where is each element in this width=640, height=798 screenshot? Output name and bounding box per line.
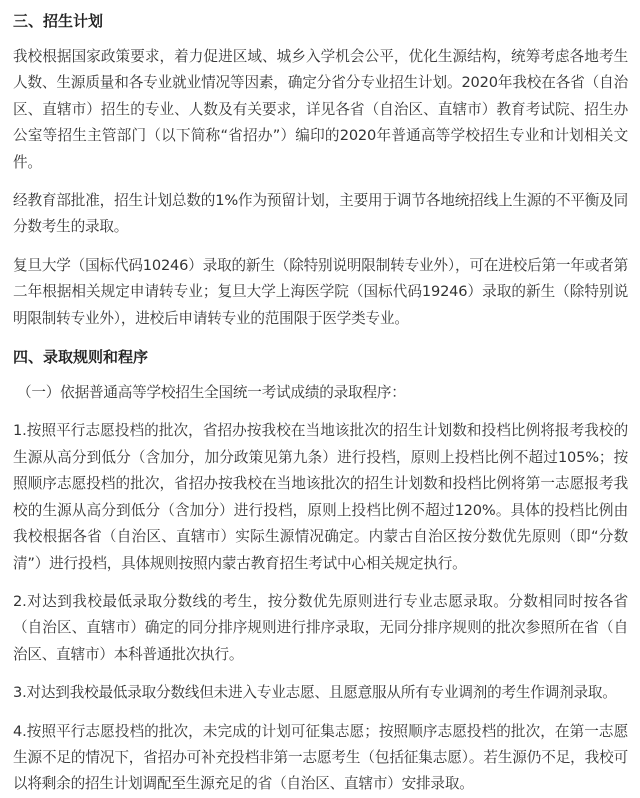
rule-item-4: 4.按照平行志愿投档的批次，未完成的计划可征集志愿；按照顺序志愿投档的批次，在第一志愿生源不足的情况下，省招办可补充投档非第一志愿考生（包括征集志愿）。若生源仍不足，我校可以将剩余的招生计划调配至生源充足的省（自治区、直辖市）安排录取。 [13, 722, 628, 793]
rule-item-1: 1.按照平行志愿投档的批次，省招办按我校在当地该批次的招生计划数和投档比例将报考我校的生源从高分到低分（含加分，加分政策见第九条）进行投档，原则上投档比例不超过105%；按照顺序志愿投档的批次，省招办按我校在当地该批次的招生计划数和投档比例将第一志愿报考我校的生源从高分到低分（含加分）进行投档，原则上投档比例不超过120%。具体的投档比例由我校根据各省（自治区、直辖市）实际生源情况确定。内蒙古自治区按分数优先原则（即“分数清”）进行投档，具体规则按照内蒙古教育招生考试中心相关规定执行。 [13, 422, 628, 572]
paragraph-enrollment-plan-overview: 我校根据国家政策要求，着力促进区域、城乡入学机会公平，优化生源结构，统筹考虑各地考生人数、生源质量和各专业就业情况等因素，确定分省分专业招生计划。2020年我校在各省（自治区、直辖市）招生的专业、人数及有关要求，详见各省（自治区、直辖市）教育考试院、招生办公室等招生主管部门（以下简称“省招办”）编印的2020年普通高等学校招生专业和计划相关文件。 [13, 48, 628, 171]
paragraph-major-transfer: 复旦大学（国标代码10246）录取的新生（除特别说明限制转专业外），可在进校后第一年或者第二年根据相关规定申请转专业；复旦大学上海医学院（国标代码19246）录取的新生（除特别说明限制转专业外），进校后申请转专业的范围限于医学类专业。 [13, 256, 628, 327]
rule-item-3: 3.对达到我校最低录取分数线但未进入专业志愿、且愿意服从所有专业调剂的考生作调剂录取。 [13, 684, 617, 702]
paragraph-reserved-plan: 经教育部批准，招生计划总数的1%作为预留计划，主要用于调节各地统招线上生源的不平衡及同分数考生的录取。 [13, 192, 628, 236]
rule-item-2: 2.对达到我校最低录取分数线的考生，按分数优先原则进行专业志愿录取。分数相同时按各省（自治区、直辖市）确定的同分排序规则进行排序录取，无同分排序规则的批次参照所在省（自治区、直辖市）本科普通批次执行。 [13, 592, 628, 663]
subheading-admission-procedure: （一）依据普通高等学校招生全国统一考试成绩的录取程序： [17, 384, 406, 402]
section-heading-admission-rules: 四、录取规则和程序 [13, 348, 149, 367]
section-heading-enrollment-plan: 三、招生计划 [13, 12, 104, 30]
